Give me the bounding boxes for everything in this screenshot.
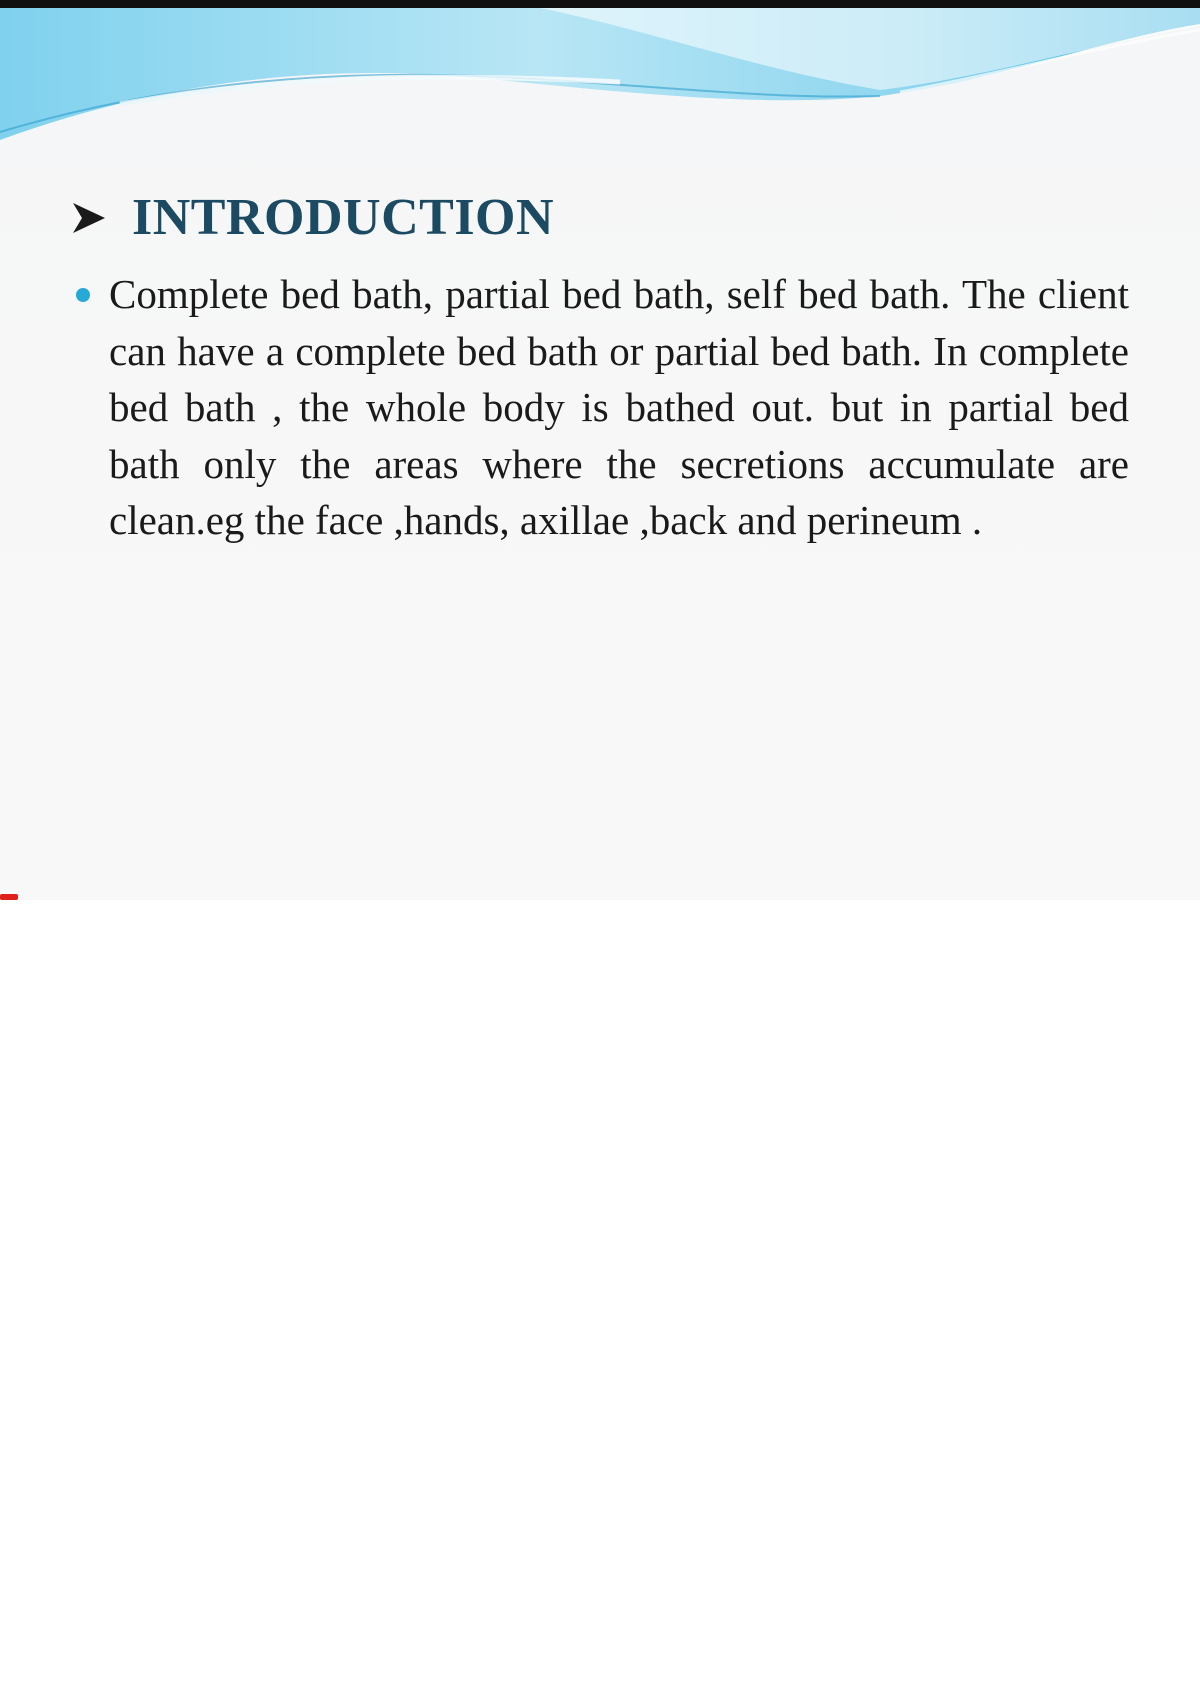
header-wave-decoration (0, 0, 1200, 150)
bullet-text: Complete bed bath, partial bed bath, self bed bath. The client can have a complete bed bath or partial bed bath. In complete bed bath , the whole body is bathed out. but in partial bed bath only the areas where the secretions accumulate are clean.eg the face ,hands, axillae ,back and perineum . (109, 271, 1129, 543)
arrowhead-bullet-icon (70, 200, 108, 236)
blank-area (0, 900, 1200, 1697)
slide-heading (70, 189, 555, 246)
heading-text: INTRODUCTION (132, 189, 555, 246)
bullet-list-item (74, 266, 1134, 549)
round-bullet-icon (76, 288, 90, 302)
